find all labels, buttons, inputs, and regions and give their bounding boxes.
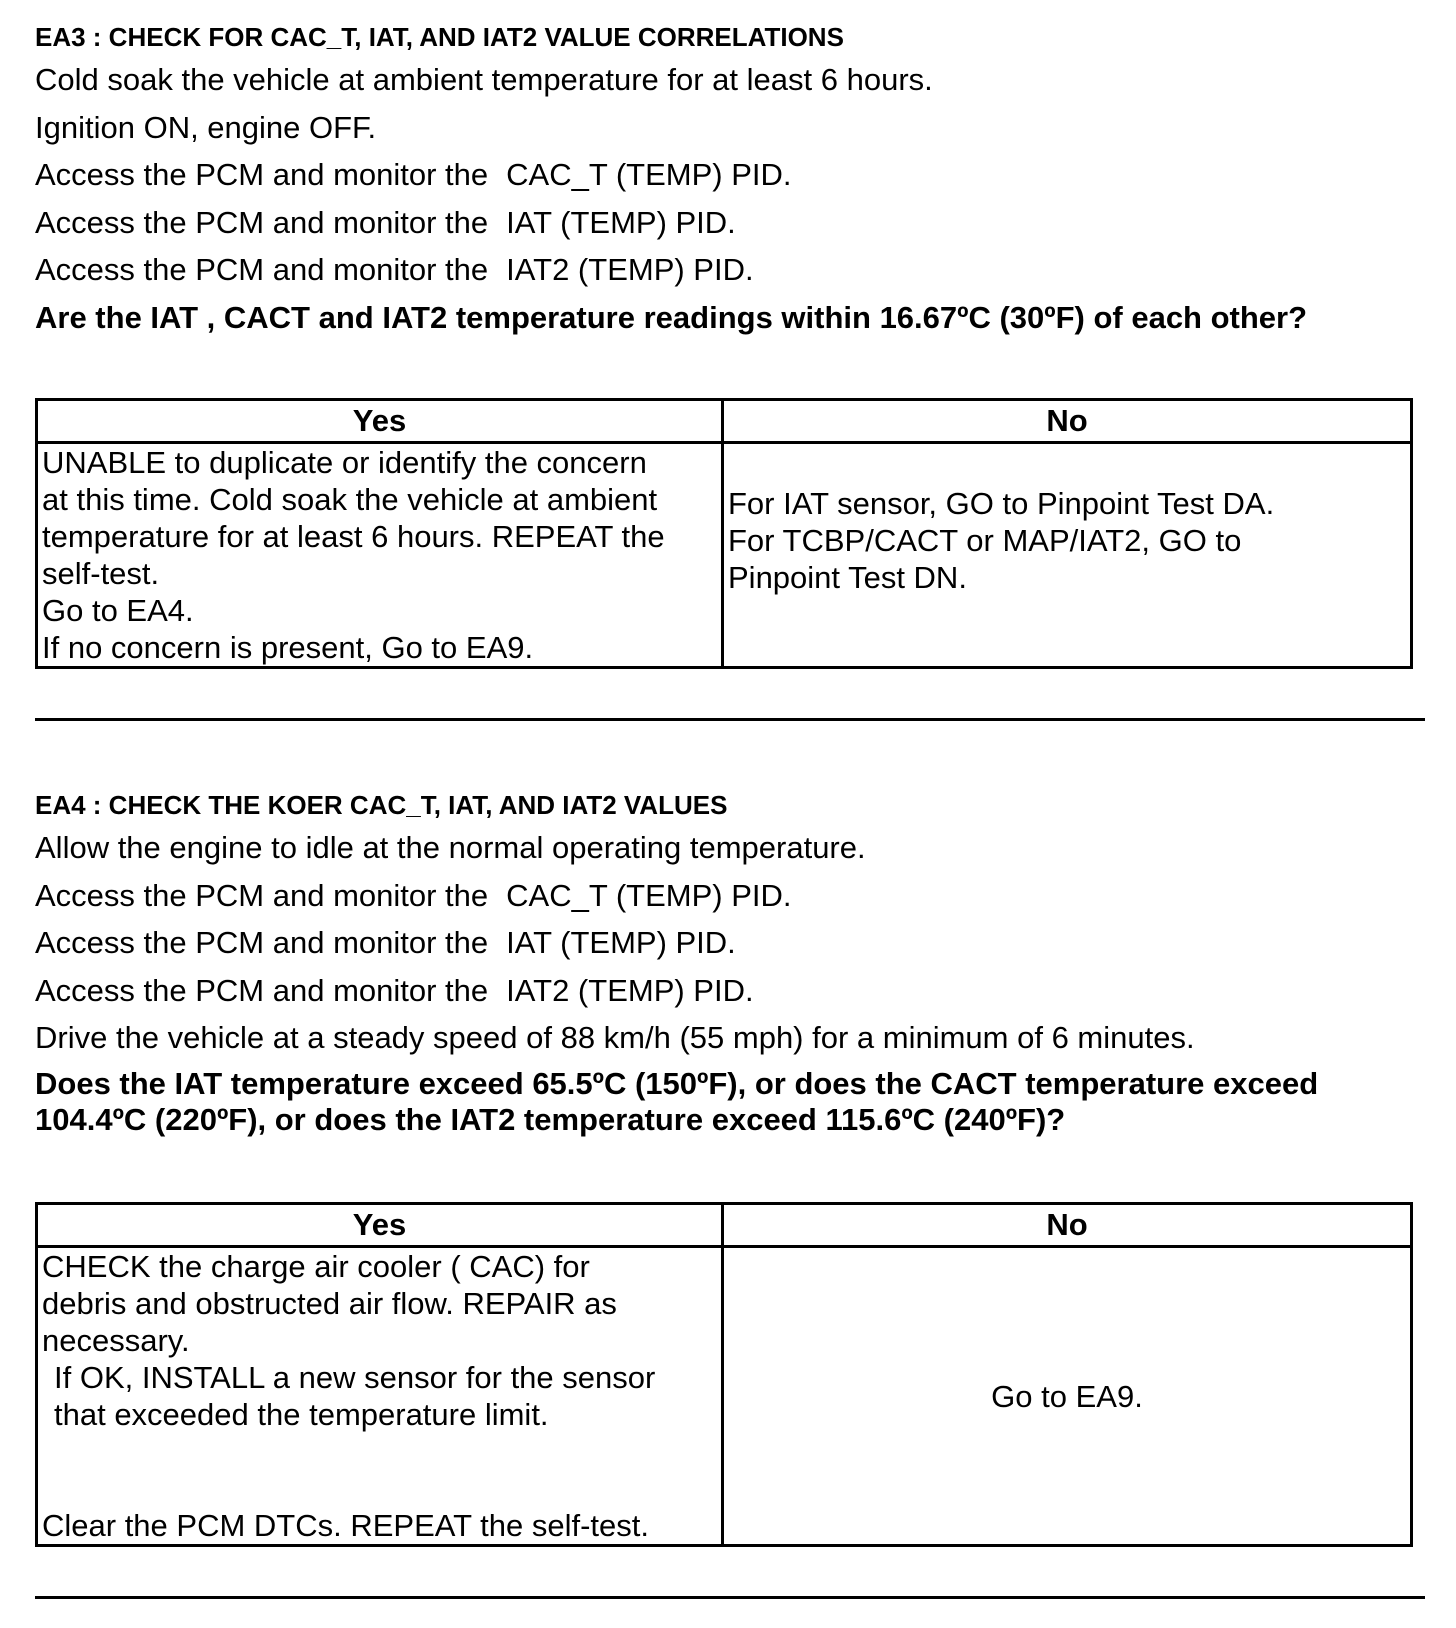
ea3-monitor-iat: [35, 199, 1425, 247]
ea4-monitor-iat: [35, 919, 1425, 967]
ea4-section: [35, 790, 1425, 1138]
monitor-pid: IAT (TEMP) PID.: [506, 204, 736, 240]
ea4-step-1: Allow the engine to idle at the normal operating temperature.: [35, 830, 866, 865]
yes-line: at this time. Cold soak the vehicle at ambient: [42, 482, 658, 517]
yes-line: self-test.: [42, 556, 160, 591]
yes-cell: [37, 1247, 723, 1546]
section-divider: [35, 718, 1425, 721]
no-header: No: [723, 1204, 1412, 1247]
monitor-pid: IAT2 (TEMP) PID.: [506, 972, 754, 1008]
no-line: For IAT sensor, GO to Pinpoint Test DA.: [728, 485, 1275, 521]
ea4-monitor-cact: [35, 872, 1425, 920]
yes-header: Yes: [37, 400, 723, 443]
ea4-decision-table: [35, 1202, 1413, 1547]
monitor-pid: CAC_T (TEMP) PID.: [506, 877, 792, 913]
ea3-question: Are the IAT , CACT and IAT2 temperature readings within 16.67ºC (30ºF) of each other?: [35, 299, 1308, 335]
yes-line: Go to EA4.: [42, 593, 194, 628]
no-cell: [723, 443, 1412, 668]
ea3-monitor-iat2: [35, 246, 1425, 294]
yes-line: that exceeded the temperature limit.: [54, 1397, 549, 1432]
monitor-prefix: Access the PCM and monitor the: [35, 157, 489, 192]
yes-line: If OK, INSTALL a new sensor for the sensor: [54, 1360, 656, 1395]
monitor-prefix: Access the PCM and monitor the: [35, 925, 489, 960]
ea4-heading: EA4 : CHECK THE KOER CAC_T, IAT, AND IAT2 VALUES: [35, 790, 728, 820]
ea3-decision-table: [35, 398, 1413, 669]
ea3-heading: EA3 : CHECK FOR CAC_T, IAT, AND IAT2 VALUE CORRELATIONS: [35, 22, 844, 52]
monitor-pid: IAT (TEMP) PID.: [506, 925, 736, 960]
monitor-prefix: Access the PCM and monitor the: [35, 204, 489, 240]
ea4-monitor-iat2: [35, 967, 1425, 1015]
monitor-prefix: Access the PCM and monitor the: [35, 972, 489, 1008]
yes-line: If no concern is present, Go to EA9.: [42, 630, 534, 665]
ea4-question: [35, 1066, 1425, 1138]
section-divider: [35, 1596, 1425, 1599]
ea3-section: [35, 22, 1425, 341]
ea4-drive-step: Drive the vehicle at a steady speed of 88 km/h (55 mph) for a minimum of 6 minutes.: [35, 1020, 1195, 1055]
monitor-prefix: Access the PCM and monitor the: [35, 252, 489, 287]
yes-cell: [37, 443, 723, 668]
ea3-step-2: Ignition ON, engine OFF.: [35, 109, 377, 145]
question-line: 104.4ºC (220ºF), or does the IAT2 temperature exceed 115.6ºC (240ºF)?: [35, 1101, 1066, 1137]
ea3-monitor-cact: [35, 151, 1425, 199]
ea3-step-1: Cold soak the vehicle at ambient temperature for at least 6 hours.: [35, 62, 933, 97]
yes-line: Clear the PCM DTCs. REPEAT the self-test.: [42, 1508, 649, 1543]
yes-header: Yes: [37, 1204, 723, 1247]
yes-line: CHECK the charge air cooler ( CAC) for: [42, 1249, 590, 1284]
yes-line: debris and obstructed air flow. REPAIR as: [42, 1286, 617, 1321]
no-header: No: [723, 400, 1412, 443]
monitor-prefix: Access the PCM and monitor the: [35, 877, 489, 913]
monitor-pid: IAT2 (TEMP) PID.: [506, 252, 754, 287]
no-line: Pinpoint Test DN.: [728, 559, 967, 595]
question-line: Does the IAT temperature exceed 65.5ºC (150ºF), or does the CACT temperature exceed: [35, 1065, 1319, 1101]
yes-line: temperature for at least 6 hours. REPEAT the: [42, 519, 665, 554]
no-line: For TCBP/CACT or MAP/IAT2, GO to: [728, 522, 1242, 558]
yes-line: necessary.: [42, 1323, 190, 1358]
monitor-pid: CAC_T (TEMP) PID.: [506, 157, 792, 192]
no-cell: Go to EA9.: [723, 1247, 1412, 1546]
yes-line: UNABLE to duplicate or identify the concern: [42, 445, 647, 480]
